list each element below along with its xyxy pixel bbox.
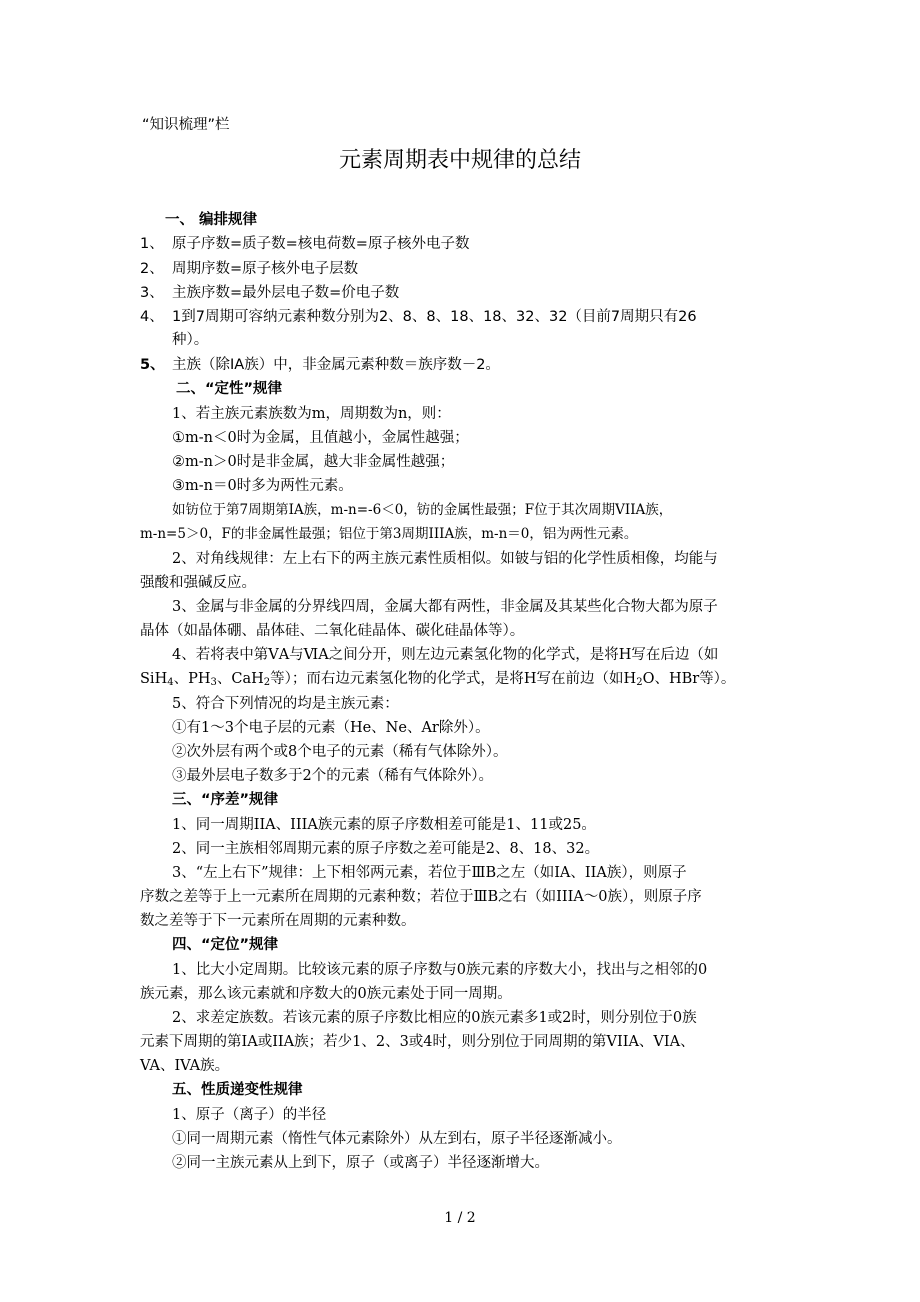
header-label: “知识梳理”栏 [142,117,230,133]
paragraph: 3、金属与非金属的分界线四周，金属大都有两性，非金属及其某些化合物大都为原子 [172,599,718,615]
paragraph: 1、同一周期IIA、IIIA族元素的原子序数相差可能是1、11或25。 [172,817,596,833]
paragraph-with-formulas: SiH$_4$、$PH_3$、CaH$_2$等）；而右边元素氢化物的化学式，是将H写在前边（如$H_2O$、HBr等）。 [140,671,736,688]
paragraph: ①m-n＜0时为金属，且值越小，金属性越强； [172,430,469,446]
list-item: 3、 主族序数=最外层电子数=价电子数 [140,285,400,301]
section-heading-2: 二、“定性”规律 [176,381,283,397]
paragraph: ③最外层电子数多于2个的元素（稀有气体除外）。 [172,768,493,784]
page-title: 元素周期表中规律的总结 [338,148,581,173]
page-number: 1 / 2 [444,1210,476,1226]
paragraph: 序数之差等于上一元素所在周期的元素种数；若位于ⅢB之右（如IIIA～0族），则原子序 [140,889,702,905]
paragraph: 5、符合下列情况的均是主族元素： [172,696,399,712]
paragraph: ①有1～3个电子层的元素（He、Ne、Ar除外）。 [172,720,490,736]
paragraph: 2、同一主族相邻周期元素的原子序数之差可能是2、8、18、32。 [172,841,600,857]
list-item: 1、 原子序数=质子数=核电荷数=原子核外电子数 [140,236,470,252]
list-item-continuation: 种）。 [172,332,209,348]
paragraph: 1、原子（离子）的半径 [172,1107,327,1123]
paragraph: ②次外层有两个或8个电子的元素（稀有气体除外）。 [172,744,508,760]
section-heading-3: 三、“序差”规律 [172,792,279,808]
paragraph: 3、“左上右下”规律：上下相邻两元素，若位于ⅢB之左（如ⅠA、IIA族），则原子 [172,865,687,881]
paragraph: 数之差等于下一元素所在周期的元素种数。 [140,913,416,929]
paragraph: m-n=5＞0，F的非金属性最强；铝位于第3周期IIIA族，m-n＝0，铝为两性元素。 [140,526,638,542]
paragraph: VA、IVA族。 [140,1058,230,1074]
paragraph: 元素下周期的第IA或IIA族；若少1、2、3或4时，则分别位于同周期的第VIIA、VIA、 [140,1034,695,1050]
paragraph: 2、对角线规律：左上右下的两主族元素性质相似。如铍与铝的化学性质相像，均能与 [172,551,718,567]
section-heading-4: 四、“定位”规律 [172,937,279,953]
paragraph: ③m-n＝0时多为两性元素。 [172,478,353,494]
section-heading-1: 一、 编排规律 [165,212,258,228]
paragraph: 晶体（如晶体硼、晶体硅、二氧化硅晶体、碳化硅晶体等）。 [140,623,525,639]
paragraph: 强酸和强碱反应。 [140,575,256,591]
list-item: 5、 主族（除ⅠA族）中，非金属元素种数＝族序数－2。 [140,357,500,373]
paragraph: 1、比大小定周期。比较该元素的原子序数与0族元素的序数大小，找出与之相邻的0 [172,962,708,978]
paragraph: ②m-n＞0时是非金属，越大非金属性越强； [172,454,455,470]
paragraph: 如钫位于第7周期第ⅠA族，m-n=-6＜0，钫的金属性最强；F位于其次周期VIIA族， [172,502,673,518]
paragraph: 4、若将表中第ⅤA与ⅥA之间分开，则左边元素氢化物的化学式，是将H写在后边（如 [172,647,719,663]
paragraph: 1、若主族元素族数为m，周期数为n，则： [172,406,451,422]
paragraph: 族元素，那么该元素就和序数大的0族元素处于同一周期。 [140,986,512,1002]
section-heading-5: 五、性质递变性规律 [172,1082,303,1098]
list-item: 4、 1到7周期可容纳元素种数分别为2、8、8、18、18、32、32（目前7周期只有26 [140,309,697,325]
paragraph: 2、求差定族数。若该元素的原子序数比相应的0族元素多1或2时，则分别位于0族 [172,1010,697,1026]
paragraph: ①同一周期元素（惰性气体元素除外）从左到右，原子半径逐渐减小。 [172,1131,622,1147]
paragraph: ②同一主族元素从上到下，原子（或离子）半径逐渐增大。 [172,1155,549,1171]
list-item: 2、 周期序数=原子核外电子层数 [140,261,359,277]
